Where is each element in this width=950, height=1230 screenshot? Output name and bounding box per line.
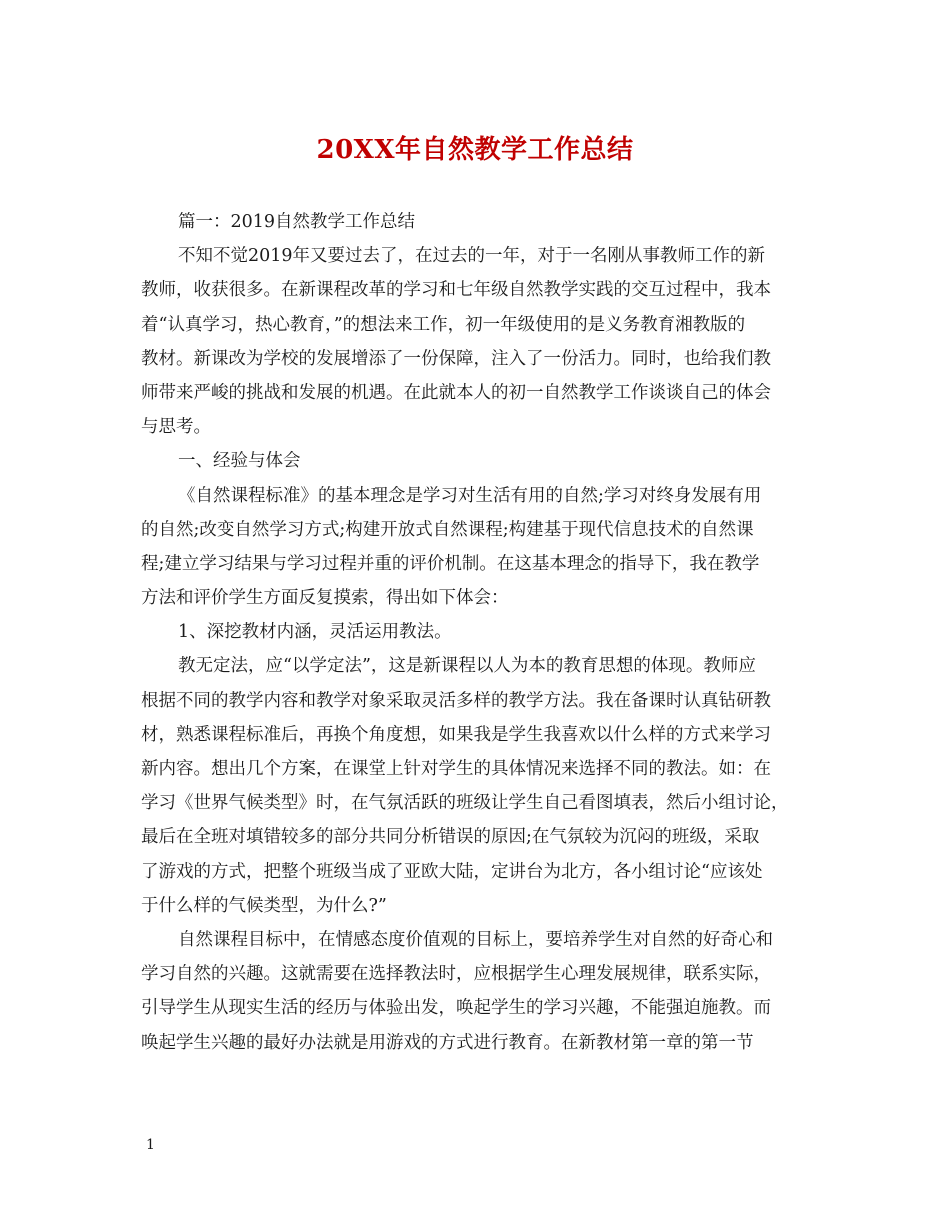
paragraph-line: 教无定法，应“以学定法”，这是新课程以人为本的教育思想的体现。教师应 <box>178 656 756 677</box>
paragraph-line: 材，熟悉课程标准后，再换个角度想，如果我是学生我喜欢以什么样的方式来学习 <box>141 724 771 745</box>
paragraph-line: 不知不觉2019年又要过去了，在过去的一年，对于一名刚从事教师工作的新 <box>178 246 766 267</box>
paragraph-line: 最后在全班对填错较多的部分共同分析错误的原因;在气氛较为沉闷的班级，采取 <box>141 827 760 848</box>
paragraph-line: 学习自然的兴趣。这就需要在选择教法时，应根据学生心理发展规律，联系实际， <box>141 964 771 985</box>
paragraph-line: 篇一：2019自然教学工作总结 <box>178 212 416 232</box>
paragraph-line: 师带来严峻的挑战和发展的机遇。在此就本人的初一自然教学工作谈谈自己的体会 <box>141 382 771 403</box>
page-number: 1 <box>146 1137 155 1153</box>
paragraph-line: 《自然课程标准》的基本理念是学习对生活有用的自然;学习对终身发展有用 <box>178 485 762 506</box>
paragraph-line: 学习《世界气候类型》时，在气氛活跃的班级让学生自己看图填表，然后小组讨论， <box>141 793 789 814</box>
paragraph-line: 于什么样的气候类型，为什么?” <box>141 895 387 916</box>
paragraph-line: 教师，收获很多。在新课程改革的学习和七年级自然教学实践的交互过程中，我本 <box>141 280 771 301</box>
paragraph-line: 唤起学生兴趣的最好办法就是用游戏的方式进行教育。在新教材第一章的第一节 <box>141 1032 754 1053</box>
paragraph-line: 教材。新课改为学校的发展增添了一份保障，注入了一份活力。同时，也给我们教 <box>141 348 771 369</box>
paragraph-line: 自然课程目标中，在情感态度价值观的目标上，要培养学生对自然的好奇心和 <box>178 929 773 950</box>
document-title: 20XX年自然教学工作总结 <box>316 135 634 165</box>
paragraph-line: 新内容。想出几个方案，在课堂上针对学生的具体情况来选择不同的教法。如：在 <box>141 759 771 779</box>
paragraph-line: 引导学生从现实生活的经历与体验出发，唤起学生的学习兴趣，不能强迫施教。而 <box>141 998 771 1019</box>
paragraph-line: 与思考。 <box>141 417 211 438</box>
document-body <box>141 205 811 1060</box>
section-heading: 一、经验与体会 <box>178 451 301 472</box>
paragraph-line: 方法和评价学生方面反复摸索，得出如下体会： <box>141 588 509 609</box>
paragraph-line: 着“认真学习，热心教育，”的想法来工作，初一年级使用的是义务教育湘教版的 <box>141 314 746 335</box>
paragraph-line: 程;建立学习结果与学习过程并重的评价机制。在这基本理念的指导下，我在教学 <box>141 553 760 574</box>
paragraph-line: 了游戏的方式，把整个班级当成了亚欧大陆，定讲台为北方，各小组讨论“应该处 <box>141 861 763 882</box>
paragraph-line: 根据不同的教学内容和教学对象采取灵活多样的教学方法。我在备课时认真钻研教 <box>141 690 771 711</box>
paragraph-line: 的自然;改变自然学习方式;构建开放式自然课程;构建基于现代信息技术的自然课 <box>141 519 754 540</box>
subsection-heading: 1、深挖教材内涵，灵活运用教法。 <box>178 622 452 643</box>
